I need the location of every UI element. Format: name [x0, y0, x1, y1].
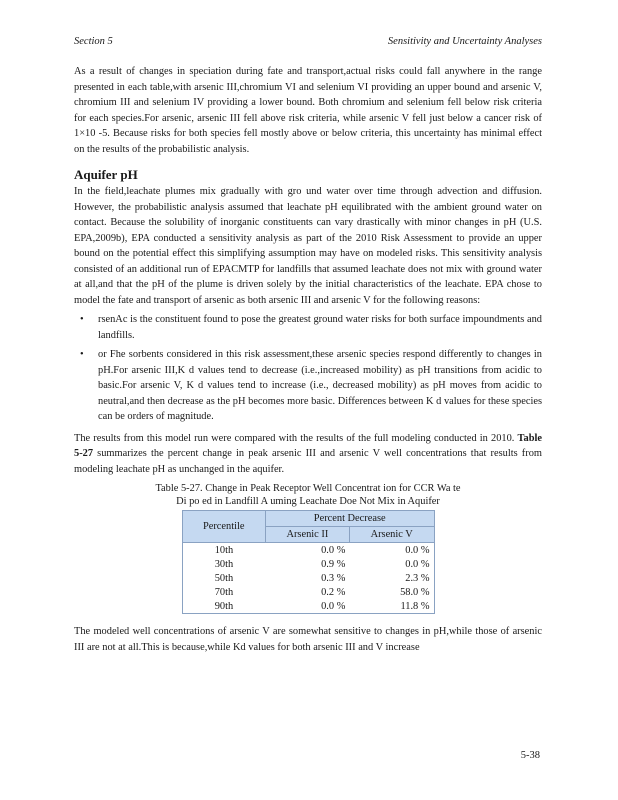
cell-percentile: 50th	[214, 572, 234, 584]
cell-arsenic-v: 2.3 %	[405, 572, 430, 584]
list-item-text: rsenAc is the constituent found to pose the greatest ground water risks for both surface impoundments and landfills.	[98, 314, 542, 341]
bullet-mark: •	[80, 349, 84, 360]
results-text-post: summarizes the percent change in peak arsenic III and arsenic V well concentrations that results from modeling leachate pH as unchanged in the aquifer.	[74, 448, 542, 475]
cell-arsenic-v: 0.0 %	[405, 558, 430, 570]
caption-line-1: Table 5-27. Change in Peak Receptor Well Concentrat ion for CCR Wa te	[155, 483, 461, 494]
cell-arsenic-iii: 0.3 %	[321, 572, 346, 584]
header-section: Section 5	[74, 36, 113, 47]
header-arsenic-v: Arsenic V	[349, 527, 434, 543]
table-row	[182, 585, 434, 599]
cell-arsenic-iii: 0.9 %	[321, 558, 346, 570]
cell-arsenic-iii: 0.0 %	[321, 600, 346, 612]
cell-arsenic-v: 11.8 %	[400, 600, 430, 612]
section-heading: Aquifer pH	[74, 167, 138, 182]
bullet-mark: •	[80, 314, 84, 325]
cell-percentile: 10th	[214, 544, 234, 556]
results-text-pre: The results from this model run were compared with the results of the full modeling conducted in 2010.	[74, 432, 518, 444]
paragraph-aquifer-ph: In the field,leachate plumes mix gradually with gro und water over time through advection and diffusion. However, the probabilistic analysis assumed that leachate pH equilibrated with the ambient ground water on contact. Because the solubility of inorganic constituents can vary drastically with minor changes in pH (U.S. EPA,2009b), EPA conducted a sensitivity analysis as part of the 2010 Risk Assessment to provide an upper bound on the potential effect this simplifying assumption may have on modeled risks. This sensitivity analysis consisted of an additional run of EPACMTP for landfills that assumed leachate does not mix with ground water at all,and that the pH of the plume is driven solely by the initial characteristics of the leachate. EPA chose to model the fate and transport of arsenic as both arsenic III and arsenic V for the following reasons:	[74, 186, 542, 306]
header-title: Sensitivity and Uncertainty Analyses	[387, 36, 542, 47]
cell-arsenic-iii: 0.2 %	[321, 586, 346, 598]
cell-arsenic-v: 58.0 %	[400, 586, 430, 598]
cell-percentile: 70th	[214, 586, 234, 598]
page-number: 5-38	[520, 750, 540, 761]
header-percent-decrease: Percent Decrease	[265, 511, 434, 527]
reasons-list	[74, 312, 542, 425]
cell-percentile: 90th	[214, 600, 234, 612]
cell-arsenic-iii: 0.0 %	[321, 544, 346, 556]
table-row	[182, 557, 434, 571]
paragraph-modeled-concentrations: The modeled well concentrations of arsenic V are somewhat sensitive to changes in pH,while those of arsenic III are not at all.This is because,while Kd values for both arsenic III and V increase	[74, 626, 542, 653]
cell-arsenic-v: 0.0 %	[405, 544, 430, 556]
running-header	[74, 36, 542, 47]
cell-percentile: 30th	[214, 558, 234, 570]
header-arsenic-iii: Arsenic II	[265, 527, 349, 543]
table-reference: Table 5-27	[74, 432, 542, 459]
paragraph-results	[74, 431, 542, 478]
table-row	[182, 599, 434, 614]
paragraph-speciation: As a result of changes in speciation during fate and transport,actual risks could fall anywhere in the range presented in each table,with arsenic III,chromium VI and selenium VI providing an upper bound and arsenic V, chromium III and selenium IV providing a lower bound. Both chromium and selenium fell below risk criteria for each species.For arsenic, arsenic III fell above risk criteria, while arsenic V fell just below a cancer risk of 1×10 -5. Because risks for both species fell mostly above or below criteria, this uncertainty has minimal effect on the results of the probabilistic analysis.	[74, 66, 542, 155]
list-item	[74, 312, 542, 343]
header-percentile: Percentile	[182, 511, 265, 543]
document-page	[74, 36, 542, 655]
list-item-text: or Fhe sorbents considered in this risk assessment,these arsenic species respond differently to changes in pH.For arsenic III,K d values tend to decrease (i.e.,increased mobility) as pH transitions from acidic to basic.For arsenic V, K d values tend to increase (i.e., decreased mobility) as pH moves from acidic to neutral,and then decrease as the pH becomes more basic. Differences between K d values for these species can be orders of magnitude.	[98, 349, 542, 422]
percent-decrease-table	[182, 510, 435, 614]
caption-line-2: Di po ed in Landfill A uming Leachate Doe Not Mix in Aquifer	[176, 496, 440, 507]
table-row	[182, 543, 434, 558]
list-item	[74, 347, 542, 425]
table-caption	[74, 482, 542, 508]
table-row	[182, 571, 434, 585]
